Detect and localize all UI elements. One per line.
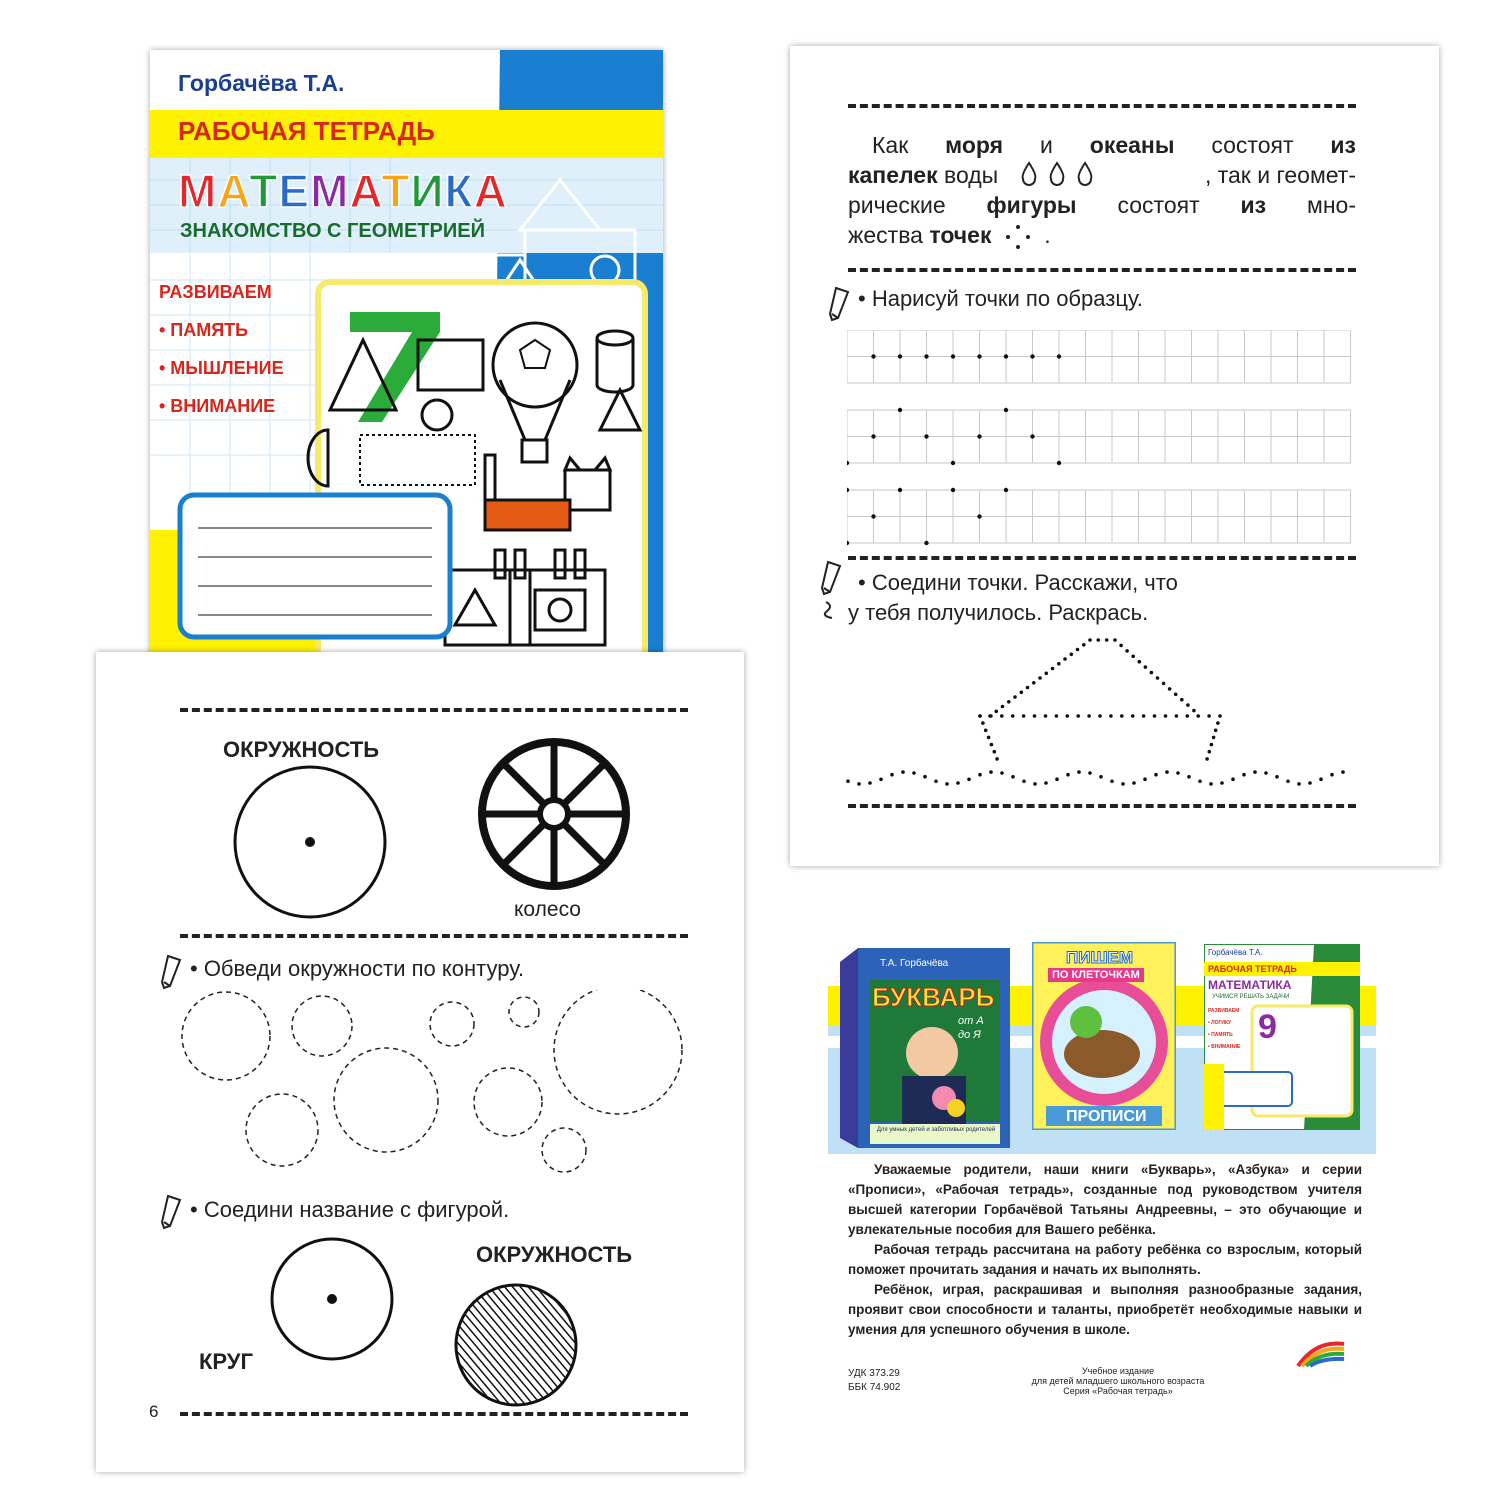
grid-dot [1030, 434, 1034, 438]
boat-dot [1051, 667, 1055, 671]
intro-line-3: рические фигуры состоят из мно- [848, 192, 1356, 218]
grid-dot [951, 461, 955, 465]
boat-dot [1113, 638, 1117, 642]
boat-dot [1119, 644, 1123, 648]
book-matematika [1204, 944, 1360, 1130]
cover [150, 50, 663, 687]
match-label-circle: ОКРУЖНОСТЬ [476, 1242, 633, 1267]
boat-dot-picture [840, 628, 1360, 808]
cover-title-letter: К [444, 165, 474, 217]
boat-dot [1044, 781, 1048, 785]
back-paragraph-2: Рабочая тетрадь рассчитана на работу ребёнка со взрослым, который поможет прочитать задания и начать их выполнять. [848, 1242, 1362, 1277]
boat-dot [956, 781, 960, 785]
grid-dot [977, 434, 981, 438]
match-circle-outline [267, 1234, 397, 1364]
boat-dot [989, 714, 993, 718]
cover-title-letter: М [310, 165, 350, 217]
boat-dot [1144, 665, 1148, 669]
back-text [848, 1160, 1362, 1340]
boat-dot [993, 750, 997, 754]
cover-title-letter: И [410, 165, 445, 217]
wheel-figure [474, 734, 634, 894]
boat-dot [1142, 714, 1146, 718]
boat-dot [1088, 638, 1092, 642]
boat-dot [995, 757, 999, 761]
boat-dot [857, 782, 861, 786]
boat-dot [1098, 714, 1102, 718]
book-propisi [1032, 942, 1176, 1130]
boat-dot [1242, 773, 1246, 777]
boat-dot [1022, 714, 1026, 718]
book-matematika-series: РАБОЧАЯ ТЕТРАДЬ [1208, 964, 1297, 974]
cover-title-letter: А [473, 165, 508, 217]
boat-dot [1180, 698, 1184, 702]
boat-dot [1000, 771, 1004, 775]
pencil-icon [820, 560, 846, 624]
back-paragraph-1: Уважаемые родители, наши книги «Букварь», «Азбука» и серии «Прописи», «Рабочая тетрадь», созданные под руководством учителя высшей категории Горбачёвой Татьяны Андреевны, – это обучающие и увлекательные пособия для Вашего ребёнка. [848, 1162, 1362, 1237]
left-page [96, 652, 744, 1472]
boat-dot [1099, 775, 1103, 779]
cover-author: Горбачёва Т.А. [178, 70, 345, 96]
boat-dot [1210, 743, 1214, 747]
intro-line-2: капелек воды , так и геомет- [848, 162, 1356, 188]
boat-dot [1033, 782, 1037, 786]
book-bukvar-script: от А до Я [958, 1015, 984, 1041]
boat-dot [1138, 660, 1142, 664]
book-matematika-author: Горбачёва Т.А. [1208, 948, 1263, 957]
pencil-icon [828, 286, 854, 322]
intro-word: моря [945, 132, 1004, 158]
intro-word: и [1003, 132, 1090, 158]
intro-word: океаны [1089, 132, 1175, 158]
grid-dot [924, 434, 928, 438]
boat-dot [1055, 714, 1059, 718]
boat-dot [1076, 714, 1080, 718]
intro-line-1 [848, 130, 1356, 160]
boat-dot [1070, 653, 1074, 657]
boat-dot [1175, 714, 1179, 718]
boat-dot [1208, 750, 1212, 754]
boat-dot [1165, 770, 1169, 774]
boat-dot [990, 743, 994, 747]
dots-icon [1004, 223, 1038, 249]
boat-dot [1007, 700, 1011, 704]
boat-dot [1057, 662, 1061, 666]
boat-dot [1253, 770, 1257, 774]
boat-dot [1020, 691, 1024, 695]
boat-dot [1105, 638, 1109, 642]
grid-dot [951, 354, 955, 358]
grid-dot [1004, 354, 1008, 358]
boat-dot [1120, 714, 1124, 718]
boat-dot [1076, 648, 1080, 652]
task-connect-dots: • Соедини точки. Расскажи, что у тебя получилось. Раскрась. [848, 570, 1178, 625]
boat-dot [1045, 672, 1049, 676]
grid-dot [977, 354, 981, 358]
boat-dot [923, 775, 927, 779]
divider [180, 708, 688, 712]
task-match-names: • Соедини название с фигурой. [190, 1197, 510, 1222]
grid-dot [898, 488, 902, 492]
boat-dot [1033, 714, 1037, 718]
boat-dot [1297, 782, 1301, 786]
intro-line-4: жества точек . [848, 222, 1051, 248]
boat-dot [901, 770, 905, 774]
boat-dot [1174, 693, 1178, 697]
boat-dot [995, 710, 999, 714]
drops-icon [1019, 161, 1103, 187]
boat-dot [1330, 773, 1334, 777]
boat-dot [1231, 777, 1235, 781]
divider [180, 934, 688, 938]
boat-dot [981, 721, 985, 725]
boat-dot [1162, 682, 1166, 686]
boat-dot [1125, 649, 1129, 653]
boat-dot [1205, 757, 1209, 761]
book-matematika-number: 9 [1258, 1008, 1277, 1046]
boat-dot [890, 773, 894, 777]
boat-dot [1131, 655, 1135, 659]
boat-dot [1154, 773, 1158, 777]
cover-series: РАБОЧАЯ ТЕТРАДЬ [178, 116, 435, 146]
udk-code: УДК 373.29 [848, 1368, 900, 1379]
boat-dot [1286, 780, 1290, 784]
boat-dot [1026, 686, 1030, 690]
intro-text [848, 130, 1356, 250]
book-bukvar [840, 948, 1010, 1148]
boat-dot [1011, 775, 1015, 779]
boat-dot [1168, 687, 1172, 691]
divider [180, 1412, 688, 1416]
boat-dot [934, 780, 938, 784]
boat-dot [945, 782, 949, 786]
boat-dot [1032, 681, 1036, 685]
grid-dot [951, 488, 955, 492]
boat-dot [989, 770, 993, 774]
intro-word-drops: капелек [848, 162, 938, 188]
intro-word: состоят [1174, 132, 1331, 158]
grid-dot [1057, 461, 1061, 465]
boat-dot [879, 778, 883, 782]
boat-dot [1308, 781, 1312, 785]
grid-dot [1030, 354, 1034, 358]
grid-dot [977, 514, 981, 518]
boat-dot [1063, 657, 1067, 661]
cover-title-letter: А [349, 165, 382, 217]
boat-dot [1066, 714, 1070, 718]
boat-dot [1176, 771, 1180, 775]
boat-dot [1066, 773, 1070, 777]
boat-dot [1110, 780, 1114, 784]
boat-dot [1214, 729, 1218, 733]
cover-title-letter: Т [249, 165, 279, 217]
boat-dot [846, 779, 850, 783]
boat-dot [1143, 777, 1147, 781]
boat-dot [1153, 714, 1157, 718]
boat-dot [1319, 777, 1323, 781]
boat-dot [1132, 781, 1136, 785]
cover-title-letter: Т [381, 165, 411, 217]
grid-dot [1004, 408, 1008, 412]
boat-dot [1264, 771, 1268, 775]
divider [848, 268, 1356, 272]
boat-dot [1164, 714, 1168, 718]
cover-title-letter: Е [278, 165, 311, 217]
boat-dot [1216, 721, 1220, 725]
boat-dot [1196, 714, 1200, 718]
boat-dot [1022, 780, 1026, 784]
divider [848, 104, 1356, 108]
book-bukvar-title: БУКВАРЬ [872, 982, 995, 1012]
grid-dot [847, 461, 849, 465]
grid-dot [1004, 488, 1008, 492]
boat-dot [984, 729, 988, 733]
dashed-circles [176, 990, 716, 1180]
boat-dot [1156, 676, 1160, 680]
grid-dot [924, 541, 928, 545]
boat-dot [1192, 709, 1196, 713]
imprint: Учебное издание для детей младшего школьного возраста Серия «Рабочая тетрадь» [1031, 1366, 1205, 1396]
grid-dot [847, 488, 849, 492]
book-matematika-skill-3: • ВНИМАНИЕ [1208, 1044, 1241, 1050]
boat-dot [912, 771, 916, 775]
book-bukvar-footer: Для умных детей и заботливых родителей [876, 1127, 996, 1133]
boat-dot [1207, 714, 1211, 718]
grid-dot [871, 514, 875, 518]
boat-dot [1077, 770, 1081, 774]
boat-dot [1218, 714, 1222, 718]
boat-dot [1044, 714, 1048, 718]
divider [848, 804, 1356, 808]
cover-title-letter: А [217, 165, 250, 217]
page-number: 6 [149, 1402, 159, 1421]
boat-dot [1038, 676, 1042, 680]
boat-dot [1186, 703, 1190, 707]
cover-title-letter: М [178, 165, 218, 217]
book-bukvar-author: Т.А. Горбачёва [880, 958, 949, 969]
back-page [828, 926, 1376, 1406]
divider [848, 556, 1356, 560]
publisher-rainbow-logo [1296, 1338, 1346, 1368]
grid-dot [898, 354, 902, 358]
boat-dot [1121, 782, 1125, 786]
book-propisi-title-top: ПИШЕМ [1066, 948, 1134, 967]
cover-develop-label: РАЗВИВАЕМ [159, 282, 272, 302]
grid-dot [871, 434, 875, 438]
boat-dot [1212, 736, 1216, 740]
book-propisi-title-bottom: ПРОПИСИ [1066, 1108, 1147, 1125]
wheel-label: колесо [514, 898, 581, 921]
cover-subtitle: ЗНАКОМСТВО С ГЕОМЕТРИЕЙ [180, 220, 485, 242]
boat-dot [1082, 643, 1086, 647]
boat-dot [1055, 777, 1059, 781]
boat-dot [978, 773, 982, 777]
boat-dot [1088, 771, 1092, 775]
circle-label: ОКРУЖНОСТЬ [223, 737, 380, 762]
book-matematika-subtitle: УЧИМСЯ РЕШАТЬ ЗАДАЧИ [1212, 994, 1290, 1000]
boat-dot [1186, 714, 1190, 718]
boat-dot [1001, 705, 1005, 709]
circle-figure [230, 762, 390, 922]
boat-dot [1150, 671, 1154, 675]
boat-dot [868, 781, 872, 785]
book-matematika-develop: РАЗВИВАЕМ [1208, 1008, 1240, 1014]
bbk-code: ББК 74.902 [848, 1382, 901, 1393]
boat-dot [1209, 782, 1213, 786]
grid-dot [898, 408, 902, 412]
pencil-icon [160, 954, 186, 990]
grid-dot [847, 541, 849, 545]
boat-dot [1220, 781, 1224, 785]
book-propisi-title-mid: ПО КЛЕТОЧКАМ [1048, 968, 1144, 982]
cover-skill-attention: • ВНИМАНИЕ [159, 396, 276, 416]
task-draw-dots: • Нарисуй точки по образцу. [858, 286, 1143, 311]
boat-dot [1013, 695, 1017, 699]
intro-word: Как [872, 132, 946, 158]
grid-dot [924, 354, 928, 358]
cover-skill-memory: • ПАМЯТЬ [159, 320, 249, 340]
dot-grids [847, 330, 1357, 550]
boat-dot [1109, 714, 1113, 718]
book-matematika-skill-2: • ПАМЯТЬ [1208, 1032, 1233, 1038]
boat-dot [1187, 775, 1191, 779]
boat-dot [1087, 714, 1091, 718]
grid-dot [871, 354, 875, 358]
boat-dot [1097, 638, 1101, 642]
task-trace-circles: • Обведи окружности по контуру. [190, 956, 525, 981]
boat-dot [987, 736, 991, 740]
cover-skill-thinking: • МЫШЛЕНИЕ [159, 358, 284, 378]
cover-title [178, 164, 508, 218]
boat-dot [1275, 775, 1279, 779]
match-label-disc: КРУГ [199, 1349, 253, 1374]
boat-dot [1198, 780, 1202, 784]
grid-dot [1057, 354, 1061, 358]
book-matematika-skill-1: • ЛОГИКУ [1208, 1020, 1232, 1026]
back-paragraph-3: Ребёнок, играя, раскрашивая и выполняя разнообразные задания, проявит свои способности и таланты, приобретёт необходимые навыки и умения для успешного обучения в школе. [848, 1282, 1362, 1337]
boat-dot [978, 714, 982, 718]
book-bukvar-cover [840, 948, 1010, 1148]
boat-dot [967, 778, 971, 782]
match-hatched-disc [451, 1280, 581, 1410]
right-page [790, 46, 1439, 866]
boat-dot [1341, 770, 1345, 774]
intro-word: из [1330, 132, 1356, 158]
boat-dot [1131, 714, 1135, 718]
pencil-icon [160, 1194, 186, 1230]
book-matematika-title: МАТЕМАТИКА [1208, 978, 1292, 992]
boat-dot [1011, 714, 1015, 718]
boat-dot [1000, 714, 1004, 718]
